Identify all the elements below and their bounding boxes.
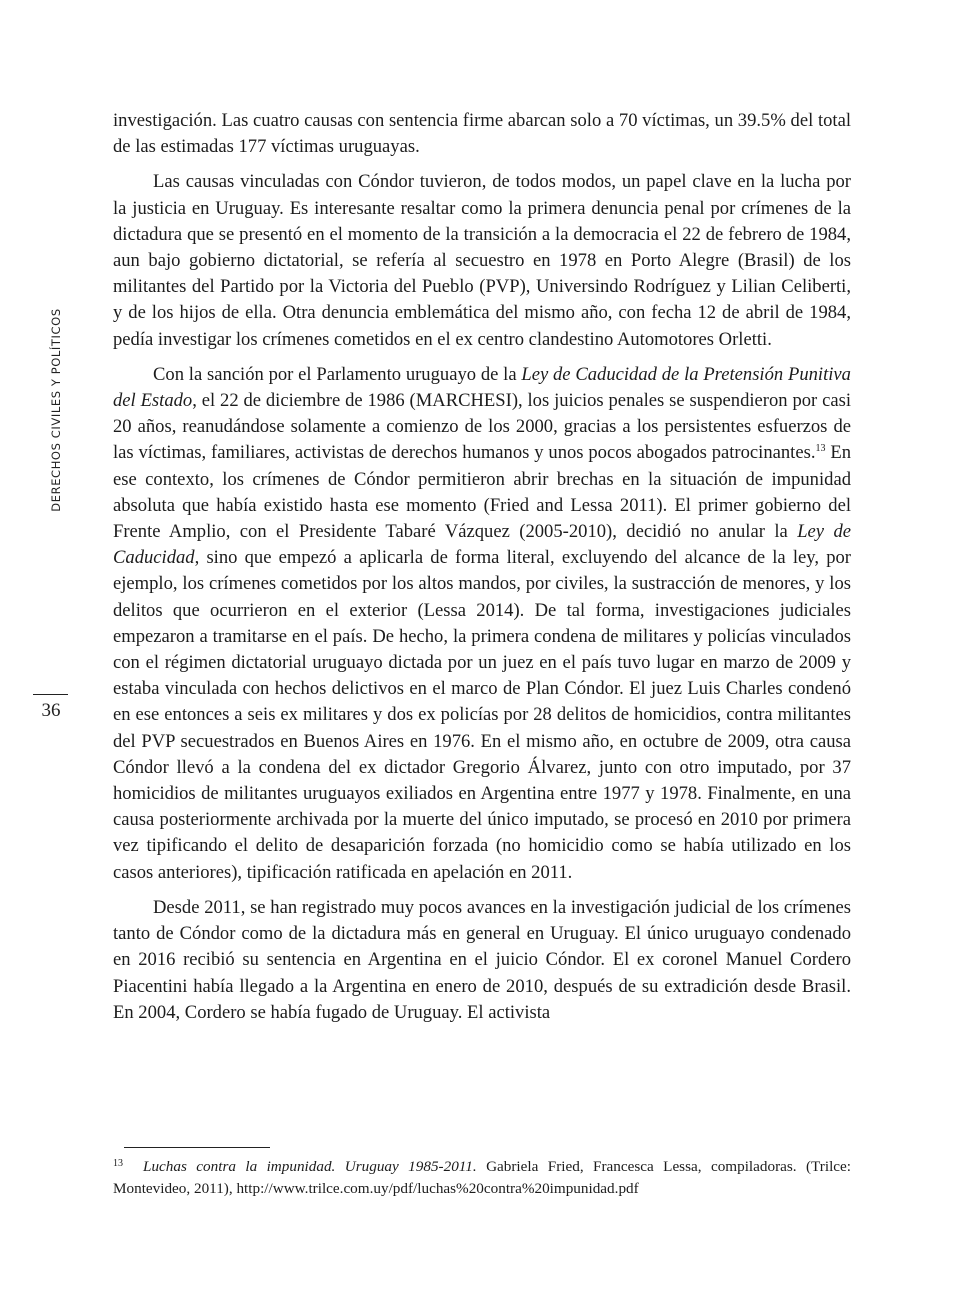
footnote-rule	[124, 1147, 270, 1148]
paragraph-1: investigación. Las cuatro causas con sentencia firme abarcan solo a 70 víctimas, un 39.5% del total de las estimadas 177 víctimas uruguayas.	[113, 110, 851, 158]
law-title: Ley de Caducidad de la Pretensión Punitiva del Estado	[113, 363, 851, 412]
page-number-rule	[33, 694, 68, 695]
paragraph-3-text-a: Con la sanción por el Parlamento uruguayo de la	[153, 363, 522, 385]
footnote-text[interactable]: Gabriela Fried, Francesca Lessa, compiladoras. (Trilce: Montevideo, 2011), http://www.trilce.com.uy/pdf/luchas%20contra%20impunidad.pdf	[113, 1158, 851, 1197]
footnote	[113, 1153, 851, 1200]
footnote-title: Luchas contra la impunidad. Uruguay 1985-2011.	[143, 1158, 477, 1175]
footnote-number: 13	[113, 1158, 123, 1169]
paragraph-3-text-c: En ese contexto, los crímenes de Cóndor permitieron abrir brechas en la situación de impunidad absoluta que había existido hasta ese momento (Fried and Lessa 2011). El primer gobierno del Frente Amplio, con el Presidente Tabaré Vázquez (2005-2010), decidió no anular la	[113, 442, 851, 543]
body-text	[113, 108, 851, 1035]
paragraph-4: Desde 2011, se han registrado muy pocos avances en la investigación judicial de los crímenes tanto de Cóndor como de la dictadura más en general en Uruguay. El único uruguayo condenado en 2016 recibió su sentencia en Argentina en el juicio Cóndor. El ex coronel Manuel Cordero Piacentini había llegado a la Argentina en enero de 2010, después de su extradición desde Brasil. En 2004, Cordero se había fugado de Uruguay. El activista	[113, 896, 851, 1023]
paragraph-3-text-d: , sino que empezó a aplicarla de forma literal, excluyendo del alcance de la ley, por ejemplo, los crímenes cometidos por los altos mandos, por civiles, la sustracción de menores, y los delitos que ocurrieron en el exterior (Lessa 2014). De tal forma, investigaciones judiciales empezaron a tramitarse en el país. De hecho, la primera condena de militares y policías vinculados con el régimen dictatorial uruguayo dictada por un juez en el país tuvo lugar en marzo de 2009 y estaba vinculada con hechos delictivos en el marco de Plan Cóndor. El juez Luis Charles condenó en ese entonces a seis ex militares y dos ex policías por 28 delitos de homicidios, contra militantes del PVP secuestrados en Buenos Aires en 1976. En el mismo año, en octubre de 2009, otra causa Cóndor llevó a la condena del ex dictador Gregorio Álvarez, junto con otro imputado, por 37 homicidios de militantes uruguayos exiliados en Argentina entre 1977 y 1978. Finalmente, en una causa posteriormente archivada por la muerte del único imputado, se procesó en 2010 por primera vez tipificando el delito de desaparición forzada (no homicidio como se había utilizado en los casos anteriores), tipificación ratificada en apelación en 2011.	[113, 547, 851, 883]
paragraph-3-text-b: , el 22 de diciembre de 1986 (MARCHESI), los juicios penales se suspendieron por casi 20 años, reanudándose solamente a comienzo de los 2000, gracias a los persistentes esfuerzos de las víctimas, familiares, activistas de derechos humanos y unos pocos abogados patrocinantes.	[113, 390, 852, 464]
paragraph-2: Las causas vinculadas con Cóndor tuvieron, de todos modos, un papel clave en la lucha por la justicia en Uruguay. Es interesante resaltar como la primera denuncia penal por crímenes de la dictadura que se presentó en el momento de la transición a la democracia el 22 de febrero de 1984, aun bajo gobierno dictatorial, se refería al secuestro en 1978 en Porto Alegre (Brasil) de los militantes del Partido por la Victoria del Pueblo (PVP), Universindo Rodríguez y Lilian Celiberti, y de los hijos de ella. Otra denuncia emblemática del mismo año, con fecha 12 de abril de 1984, pedía investigar los crímenes cometidos en el ex centro clandestino Automotores Orletti.	[113, 171, 851, 350]
section-title: DERECHOS CIVILES Y POLÍTICOS	[49, 308, 63, 512]
footnote-reference[interactable]: 13	[815, 443, 826, 455]
paragraph-3	[113, 362, 851, 886]
page-number: 36	[41, 700, 61, 721]
law-short-title: Ley de Caducidad	[113, 521, 852, 569]
